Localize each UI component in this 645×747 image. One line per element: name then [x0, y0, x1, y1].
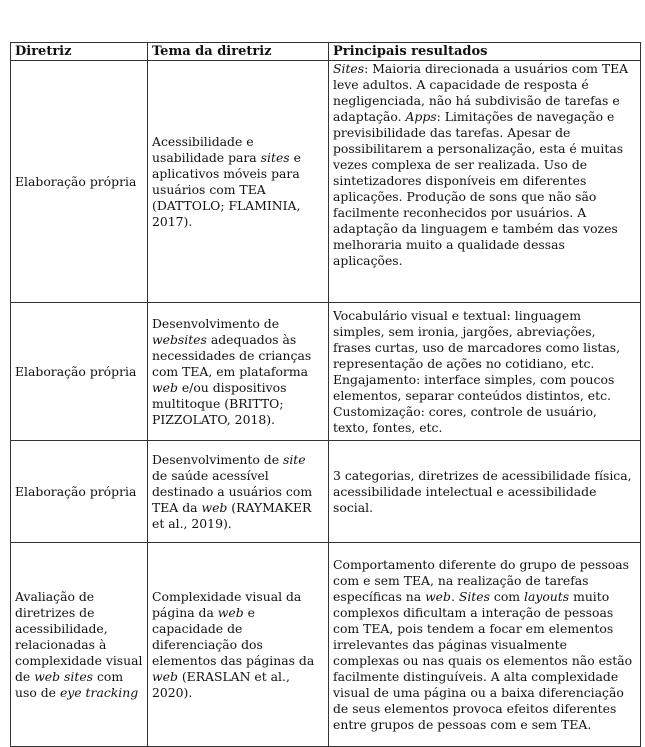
- cell-diretriz: Elaboração própria: [11, 303, 148, 441]
- header-diretriz: Diretriz: [11, 43, 148, 61]
- cell-tema: Desenvolvimento de websites adequados às necessidades de crianças com TEA, em plataforma web e/ou dispositivos multitoque (BRITTO; PIZZOLATO, 2018).: [148, 303, 329, 441]
- cell-diretriz: Avaliação de diretrizes de acessibilidade, relacionadas à complexidade visual de web sites com uso de eye tracking: [11, 543, 148, 747]
- table-row: [11, 303, 641, 441]
- cell-resultados: 3 categorias, diretrizes de acessibilidade física, acessibilidade intelectual e acessibilidade social.: [329, 441, 641, 543]
- header-tema: Tema da diretriz: [148, 43, 329, 61]
- table-row: [11, 61, 641, 303]
- cell-tema: Acessibilidade e usabilidade para sites e aplicativos móveis para usuários com TEA (DATTOLO; FLAMINIA, 2017).: [148, 61, 329, 303]
- table-row: [11, 543, 641, 747]
- table-row: [11, 441, 641, 543]
- header-resultados: Principais resultados: [329, 43, 641, 61]
- cell-diretriz: Elaboração própria: [11, 441, 148, 543]
- cell-diretriz: Elaboração própria: [11, 61, 148, 303]
- cell-tema: Complexidade visual da página da web e capacidade de diferenciação dos elementos das páginas da web (ERASLAN et al., 2020).: [148, 543, 329, 747]
- cell-tema: Desenvolvimento de site de saúde acessível destinado a usuários com TEA da web (RAYMAKER et al., 2019).: [148, 441, 329, 543]
- table-header-row: [11, 43, 641, 61]
- guidelines-table: [10, 42, 641, 747]
- cell-resultados: Vocabulário visual e textual: linguagem simples, sem ironia, jargões, abreviações, frases curtas, uso de marcadores como listas, representação de ações no cotidiano, etc. Engajamento: interface simples, com poucos elementos, separar conteúdos distintos, etc. Customização: cores, controle de usuário, texto, fontes, etc.: [329, 303, 641, 441]
- cell-resultados: Sites: Maioria direcionada a usuários com TEA leve adultos. A capacidade de resposta é negligenciada, não há subdivisão de tarefas e adaptação. Apps: Limitações de navegação e previsibilidade das tarefas. Apesar de possibilitarem a personalização, esta é muitas vezes complexa de ser realizada. Uso de sintetizadores disponíveis em diferentes aplicações. Produção de sons que não são facilmente reconhecidos por usuários. A adaptação da linguagem e também das vozes melhoraria muito a qualidade dessas aplicações.: [329, 61, 641, 303]
- cell-resultados: Comportamento diferente do grupo de pessoas com e sem TEA, na realização de tarefas específicas na web. Sites com layouts muito complexos dificultam a interação de pessoas com TEA, pois tendem a focar em elementos irrelevantes das páginas visualmente complexas ou nas quais os elementos não estão facilmente distinguíveis. A alta complexidade visual de uma página ou a baixa diferenciação de seus elementos provoca efeitos diferentes entre grupos de pessoas com e sem TEA.: [329, 543, 641, 747]
